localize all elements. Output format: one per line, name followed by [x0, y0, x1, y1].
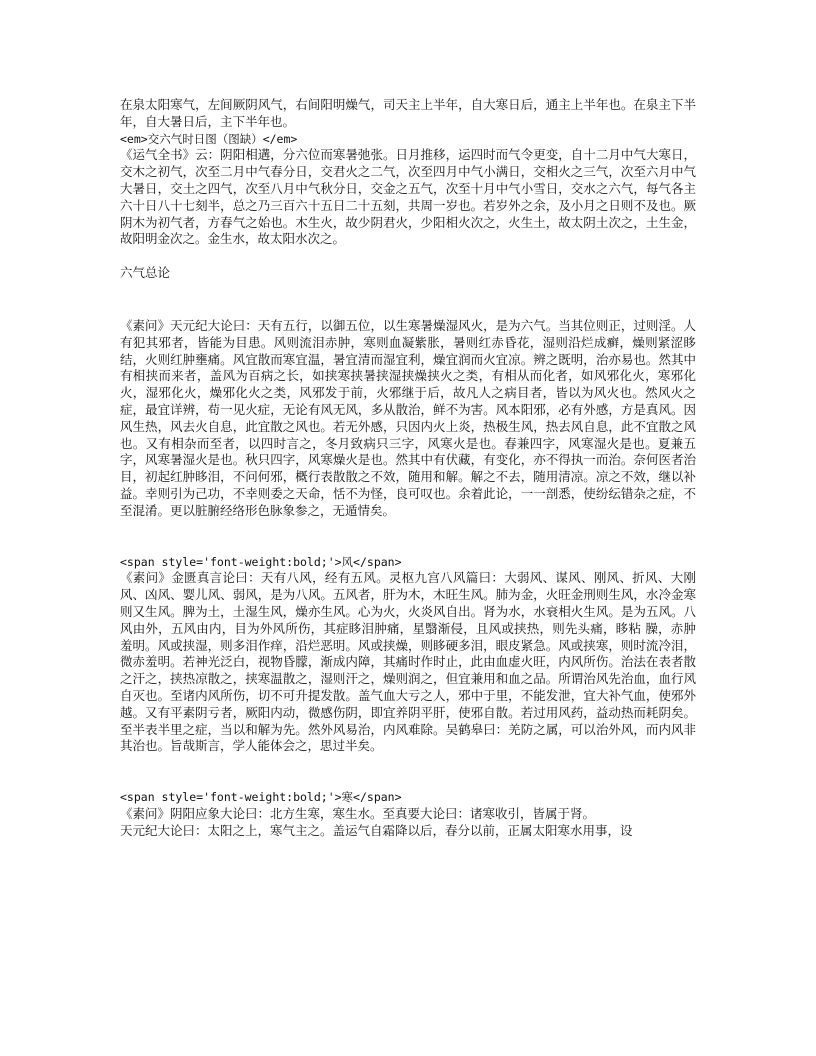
heading-han: <span style='font-weight:bold;'>寒</span>: [120, 790, 402, 805]
paragraph-liuqi-zonglun: 《素问》天元纪大论曰：天有五行，以御五位，以生寒暑燥湿风火，是为六气。当其位则正，过则淫。人有犯其邪者，皆能为目患。风则流泪赤肿，寒则血凝紫胀，暑则红赤昏花，湿则沿烂成癣，燥则紧涩眵结，火则红肿壅痛。风宜散而寒宜温，暑宜清而湿宜利，燥宜润而火宜凉。辨之既明，治亦易也。然其中有相挟而来者，盖风为百病之长，如挟寒挟暑挟湿挟燥挟火之类，有相从而化者，如风邪化火，寒邪化火，湿邪化火，燥邪化火之类，风邪发于前，火邪继于后，故凡人之病目者，皆以为风火也。然风火之症，最宜详辨，苟一见火症，无论有风无风，多从散治，鲜不为害。风本阳邪，必有外感，方是真风。因风生热，风去火自息，此宜散之风也。若无外感，只因内火上炎，热极生风，热去风自息，此不宜散之风也。又有相杂而至者，以四时言之，冬月致病只三字，风寒火是也。春兼四字，风寒湿火是也。夏兼五字，风寒暑湿火是也。秋只四字，风寒燥火是也。然其中有伏藏，有变化，亦不得执一而治。奈何医者治目，初起红肿眵泪，不问何邪，概行表散散之不效，随用和解。解之不去，随用清凉。凉之不效，继以补益。幸则引为己功，不幸则委之天命，恬不为怪，良可叹也。余着此论，一一剖悉，使纷纭错杂之症，不至混淆。更以脏腑经络形色脉象参之，无遁情矣。: [120, 317, 696, 518]
spacer: [120, 282, 696, 318]
paragraph-han-suwen: 《素问》阴阳应象大论曰：北方生寒，寒生水。至真要大论曰：诸寒收引，皆属于肾。: [120, 805, 596, 821]
paragraph-han-tianyuanji: 天元纪大论曰：太阳之上，寒气主之。盖运气自霜降以后，春分以前，正属太阳寒水用事，设: [120, 822, 633, 838]
spacer: [120, 520, 696, 554]
paragraph-yunqi-quanshu: 《运气全书》云：阴阳相遘，分六位而寒暑弛张。日月推移，运四时而气令更变，自十二月中气大寒日，交木之初气，次至二月中气春分日，交君火之二气，次至四月中气小满日，交相火之三气，次至六月中气大暑日，交土之四气，次至八月中气秋分日，交金之五气，次至十月中气小雪日，交水之六气，每气各主六十日八十七刻半，总之乃三百六十五日二十五刻，共周一岁也。若岁外之余，及小月之日则不及也。厥阴木为初气者，方春气之始也。木生火，故少阴君火，少阳相火次之，火生土，故太阴土次之，土生金，故阳明金次之。金生水，故太阳水次之。: [120, 147, 696, 247]
spacer: [120, 248, 696, 265]
paragraph-feng: 《素问》金匮真言论曰：天有八风，经有五风。灵枢九宫八风篇曰：大弱风、谋风、刚风、折风、大刚风、凶风、婴儿风、弱风，是为八风。五风者，肝为木，木旺生风。肺为金，火旺金刑则生风，水冷金寒则又生风。脾为土，土湿生风，燥亦生风。心为火，火炎风自出。肾为水，水衰相火生风。是为五风。八风由外，五风由内，目为外风所伤，其症眵泪肿痛，星翳渐侵，且风或挟热，则先头痛，眵粘 臊，赤肿羞明。风或挟湿，则多泪作痒，沿烂恶明。风或挟燥，则眵硬多泪，眼皮紧急。风或挟寒，则时流冷泪，微赤羞明。若神光泛白，视物昏朦，渐成内障，其痛时作时止，此由血虚火旺，内风所伤。治法在表者散之汗之，挟热凉散之，挟寒温散之，湿则汗之，燥则润之，但宜兼用和血之品。所谓治风先治血，血行风自灭也。至诸内风所伤，切不可升提发散。盖气血大亏之人，邪中于里，不能发泄，宜大补气血，使邪外越。又有平素阴亏者，厥阳内动，微感伤阴，即宜养阴平肝，使邪自散。若过用风药，益动热而耗阴矣。至半表半里之症，当以和解为先。然外风易治，内风难除。吴鹤皋曰：羌防之属，可以治外风，而内风非其治也。旨哉斯言，学人能体会之，思过半矣。: [120, 570, 696, 754]
figure-missing-note: <em>交六气时日图（图缺）</em>: [120, 131, 298, 146]
spacer: [120, 755, 696, 789]
heading-feng: <span style='font-weight:bold;'>风</span>: [120, 554, 402, 569]
section-heading-liuqi-zonglun: 六气总论: [120, 265, 171, 281]
paragraph-sitian-zaiquan: 在泉太阳寒气，左间厥阴风气，右间阳明燥气，司天主上半年，自大寒日后，通主上半年也。在泉主下半年，自大暑日后，主下半年也。: [120, 97, 696, 129]
